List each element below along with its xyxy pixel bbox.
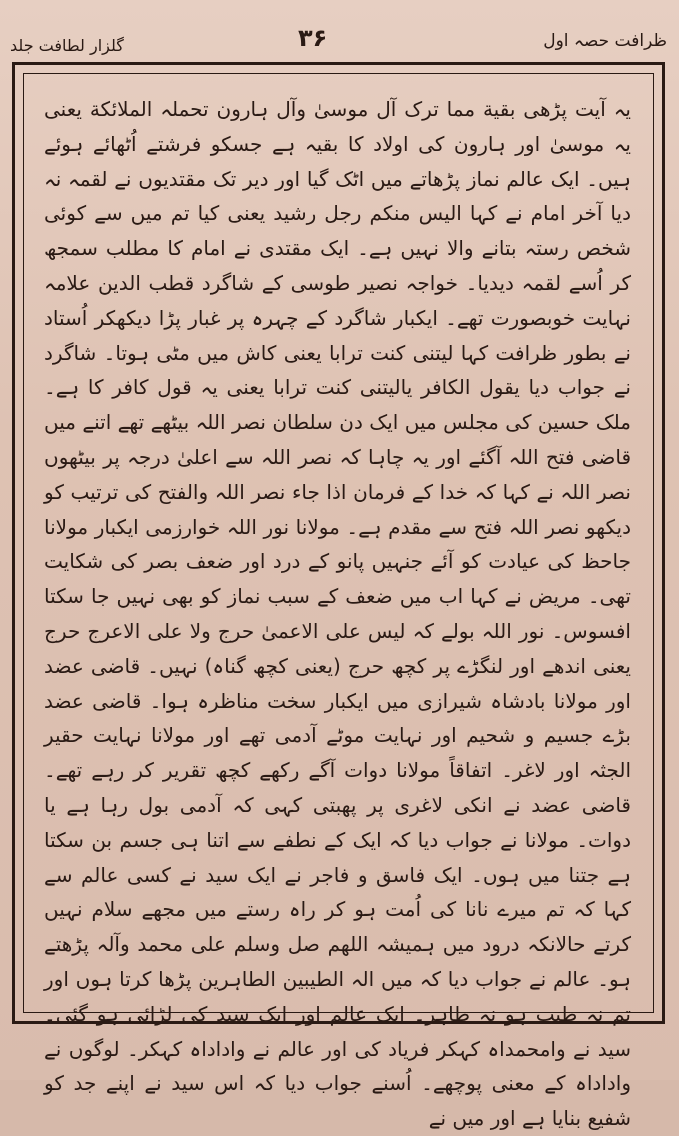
body-text [44, 92, 631, 1131]
text-frame-inner [23, 73, 654, 1131]
running-title: ظرافت حصہ اول [543, 31, 667, 51]
body-paragraph: یہ آیت پڑھی بقیة مما ترک آل موسیٰ وآل ہارون تحملہ الملائکة یعنی یہ موسیٰ اور ہارون کی اولاد کا بقیہ ہے جسکو فرشتے اُٹھائے ہوئے ہیں۔ ایک عالم نماز پڑھاتے میں اٹک گیا اور دیر تک مقتدیوں نے لقمہ نہ دیا آخر امام نے کہا الیس منکم رجل رشید یعنی کیا تم میں سے کوئی شخص رستہ بتانے والا نہیں ہے۔ ایک مقتدی نے امام کا مطلب سمجھ کر اُسے لقمہ دیدیا۔ خواجہ نصیر طوسی کے شاگرد قطب الدین علامہ نہایت خوبصورت تھے۔ ایکبار شاگرد کے چہرہ پر غبار پڑا دیکھکر اُستاد نے بطور ظرافت کہا لیتنی کنت ترابا یعنی کاش میں مٹی ہوتا۔ شاگرد نے جواب دیا یقول الکافر یالیتنی کنت ترابا یعنی یہ قول کافر کا ہے۔ ملک حسین کی مجلس میں ایک دن سلطان نصر اللہ بیٹھے تھے اتنے میں قاضی فتح اللہ آگئے اور یہ چاہا کہ نصر اللہ سے اعلیٰ درجہ پر بیٹھوں نصر اللہ نے کہا کہ خدا کے فرمان اذا جاء نصر اللہ والفتح کی ترتیب کو دیکھو نصر اللہ فتح سے مقدم ہے۔ مولانا نور اللہ خوارزمی ایکبار مولانا جاحظ کی عیادت کو آئے جنہیں پانو کے درد اور ضعف بصر کی شکایت تھی۔ مریض نے کہا اب میں ضعف کے سبب نماز کو بھی نہیں جا سکتا افسوس۔ نور اللہ بولے کہ لیس علی الاعمیٰ حرج ولا علی الاعرج حرج یعنی اندھے اور لنگڑے پر کچھ حرج (یعنی کچھ گناہ) نہیں۔ قاضی عضد اور مولانا بادشاہ شیرازی میں ایکبار سخت مناظرہ ہوا۔ قاضی عضد بڑے جسیم و شحیم اور نہایت موٹے آدمی تھے اور مولانا نہایت حقیر الجثہ اور لاغر۔ اتفاقاً مولانا دوات آگے رکھے کچھ تقریر کر رہے تھے۔ قاضی عضد نے انکی لاغری پر پھبتی کہی کہ آدمی بول رہا ہے یا دوات۔ مولانا نے جواب دیا کہ ایک کے نطفے سے اتنا ہی جسم بن سکتا ہے جتنا میں ہوں۔ ایک فاسق و فاجر نے ایک سید نے کسی عالم سے کہا کہ تم میرے نانا کی اُمت ہو کر راہ رستے میں مجھے سلام نہیں کرتے حالانکہ درود میں ہمیشہ اللھم صل وسلم علی محمد وآلہ پڑھتے ہو۔ عالم نے جواب دیا کہ میں الہ الطیبین الطاہرین پڑھا کرتا ہوں اور تم نہ طیب ہو نہ طاہر۔ ایک عالم اور ایک سید کی لڑائی ہو گئی۔ سید نے وامحمداہ کہکر فریاد کی اور عالم نے واداداہ کہکر۔ لوگوں نے واداداہ کے معنی پوچھے۔ اُسنے جواب دیا کہ اس سید نے اپنے جد کو شفیع بنایا ہے اور میں نے [44, 97, 631, 1131]
page-number: ۳۶ [298, 24, 328, 52]
text-frame-outer [12, 62, 665, 1131]
book-title: گلزار لطافت جلد [10, 36, 124, 55]
page-header [10, 22, 667, 62]
